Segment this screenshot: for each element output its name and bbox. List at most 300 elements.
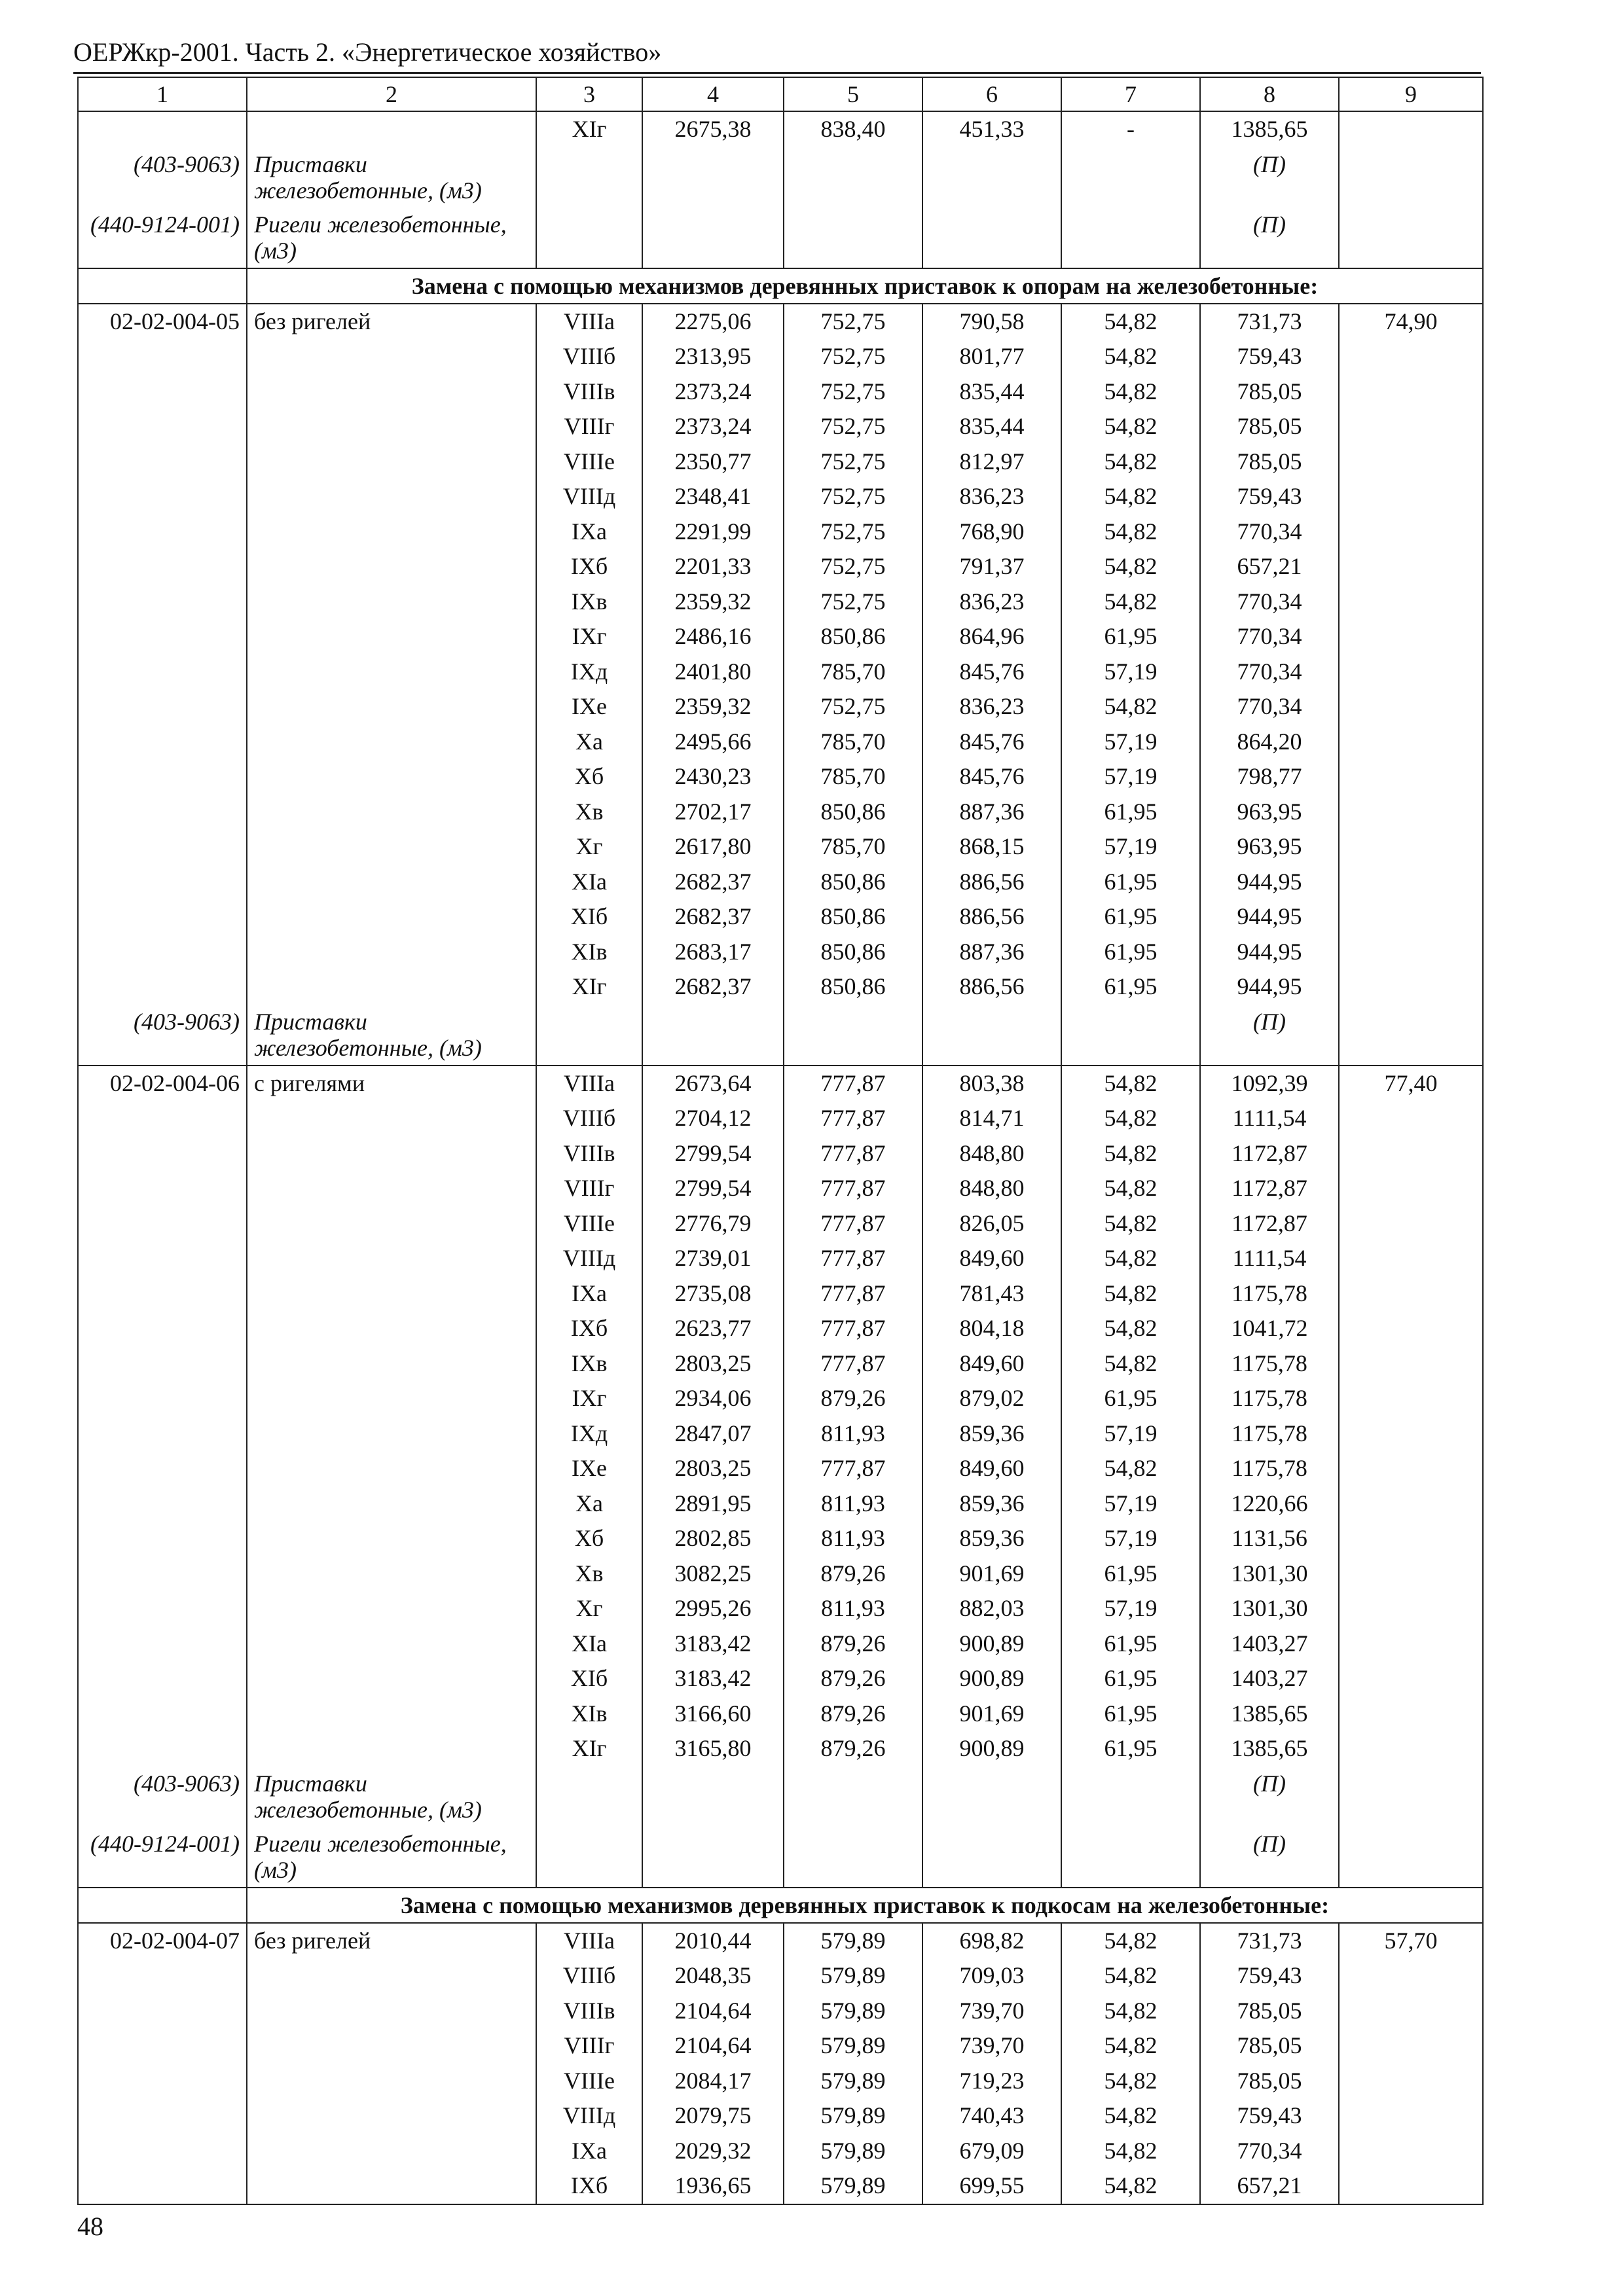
value-cell-col3	[536, 1923, 642, 2204]
value-line: 54,82	[1104, 693, 1158, 719]
value-line: Хв	[575, 1560, 604, 1587]
section-empty	[78, 1888, 247, 1923]
value-line: 814,71	[959, 1105, 1025, 1131]
value-line: IХд	[570, 658, 608, 685]
column-header-row	[78, 77, 1483, 111]
value-line: 791,37	[959, 553, 1025, 579]
value-cell-col8	[1200, 1923, 1339, 2204]
value-line: 2029,32	[674, 2137, 752, 2164]
value-line: 2201,33	[674, 553, 752, 579]
value-line: 850,86	[820, 903, 886, 929]
value-line: 944,95	[1237, 973, 1302, 999]
code-cell	[78, 304, 247, 1066]
value-line: IХа	[572, 518, 607, 545]
col9-cell	[1339, 304, 1483, 1066]
column-header-cell	[642, 77, 784, 111]
value-line: 777,87	[820, 1139, 886, 1166]
value-line: 849,60	[959, 1245, 1025, 1271]
column-header-label: 4	[707, 81, 719, 107]
value-line: 2010,44	[674, 1927, 752, 1954]
value-line: 3183,42	[674, 1630, 752, 1657]
value-line: IХв	[571, 588, 608, 615]
value-line: IХе	[572, 693, 607, 719]
value-line: 752,75	[820, 343, 886, 369]
value-line: 859,36	[959, 1490, 1025, 1516]
value-line: 848,80	[959, 1139, 1025, 1166]
value-line: 57,19	[1104, 1420, 1158, 1446]
value-cell-col5	[784, 1066, 922, 1888]
value-cell-col5	[784, 1923, 922, 2204]
value-cell-col4	[642, 304, 784, 1066]
code-cell	[78, 1066, 247, 1888]
value-line: 54,82	[1104, 1350, 1158, 1376]
value-cell-col3	[536, 304, 642, 1066]
value-line: 2623,77	[674, 1315, 752, 1341]
value-line: 752,75	[820, 448, 886, 475]
value-line: 54,82	[1104, 1175, 1158, 1201]
value-line: 879,26	[820, 1560, 886, 1587]
value-line: 759,43	[1237, 2102, 1302, 2128]
value-line: 54,82	[1104, 518, 1158, 545]
value-line: 579,89	[820, 2172, 886, 2198]
value-line: 868,15	[959, 833, 1025, 859]
value-line: 759,43	[1237, 483, 1302, 509]
section-heading-row	[78, 268, 1483, 304]
value-line: 54,82	[1104, 1069, 1158, 1096]
value-line: 54,82	[1104, 1280, 1158, 1306]
value-line: 2803,25	[674, 1350, 752, 1376]
rate-code: 02-02-004-06	[110, 1069, 240, 1096]
value-line: 879,26	[820, 1665, 886, 1691]
value-line: 2079,75	[674, 2102, 752, 2128]
value-line: 2348,41	[674, 483, 752, 509]
material-code: (403-9063)	[134, 151, 240, 177]
column-header-label: 5	[847, 81, 859, 107]
value-line: 886,56	[959, 868, 1025, 895]
value-line: 61,95	[1104, 1560, 1158, 1587]
value-line: ХIв	[571, 938, 608, 965]
value-line: 61,95	[1104, 938, 1158, 965]
value-line: Хг	[575, 833, 603, 859]
value-line: 54,82	[1104, 343, 1158, 369]
material-name: Ригели железобетонные, (м3)	[254, 1830, 507, 1883]
value-line: 54,82	[1104, 448, 1158, 475]
value-line: 944,95	[1237, 903, 1302, 929]
value-cell-col6	[922, 1066, 1061, 1888]
value-line: 963,95	[1237, 833, 1302, 859]
value-line: 61,95	[1104, 623, 1158, 649]
material-mark: (П)	[1253, 211, 1286, 238]
col9-cell	[1339, 1923, 1483, 2204]
value-line: 54,82	[1104, 2032, 1158, 2058]
value-line: Ха	[575, 1490, 603, 1516]
value-line: 1175,78	[1231, 1420, 1307, 1446]
col9-cell	[1339, 111, 1483, 268]
value-line: 864,20	[1237, 728, 1302, 755]
value-line: 845,76	[959, 658, 1025, 685]
value-line: 768,90	[959, 518, 1025, 545]
value-line: ХIг	[572, 116, 607, 142]
value-line: 836,23	[959, 693, 1025, 719]
column-header-cell	[922, 77, 1061, 111]
value-line: 752,75	[820, 378, 886, 404]
value-line: 1111,54	[1232, 1105, 1307, 1131]
value-line: 777,87	[820, 1105, 886, 1131]
value-line: VIIIд	[562, 483, 616, 509]
value-line: 2799,54	[674, 1175, 752, 1201]
rate-block	[78, 111, 1483, 268]
value-line: 777,87	[820, 1350, 886, 1376]
value-line: 2495,66	[674, 728, 752, 755]
material-name: Приставки железобетонные, (м3)	[254, 1770, 482, 1823]
value-line: 57,19	[1104, 728, 1158, 755]
value-line: 1936,65	[674, 2172, 752, 2198]
value-line: 1172,87	[1231, 1210, 1307, 1236]
value-line: IХб	[570, 1315, 608, 1341]
value-line: 850,86	[820, 623, 886, 649]
value-line: 804,18	[959, 1315, 1025, 1341]
value-line: 2401,80	[674, 658, 752, 685]
value-line: 785,05	[1237, 2067, 1302, 2094]
value-line: Хб	[574, 1525, 604, 1551]
value-line: 61,95	[1104, 973, 1158, 999]
value-line: 54,82	[1104, 1962, 1158, 1988]
value-line: 770,34	[1237, 588, 1302, 615]
value-line: 2847,07	[674, 1420, 752, 1446]
value-line: 709,03	[959, 1962, 1025, 1988]
value-line: 2373,24	[674, 413, 752, 439]
value-line: 2934,06	[674, 1385, 752, 1411]
value-line: 850,86	[820, 798, 886, 825]
value-line: 57,19	[1104, 763, 1158, 789]
value-line: VIIIв	[563, 378, 615, 404]
material-name: Приставки железобетонные, (м3)	[254, 151, 482, 204]
value-line: 61,95	[1104, 903, 1158, 929]
value-line: VIIIг	[564, 413, 615, 439]
value-line: 57,19	[1104, 1595, 1158, 1621]
value-cell-col3	[536, 1066, 642, 1888]
value-cell-col6	[922, 1923, 1061, 2204]
material-mark: (П)	[1253, 1830, 1286, 1857]
value-line: ХIг	[572, 1735, 607, 1761]
value-line: 1172,87	[1231, 1175, 1307, 1201]
rate-code: 02-02-004-05	[110, 308, 240, 334]
value-line: 785,05	[1237, 1997, 1302, 2024]
value-line: 57,19	[1104, 658, 1158, 685]
value-line: 1301,30	[1231, 1560, 1308, 1587]
rate-block	[78, 1066, 1483, 1888]
value-cell-col6	[922, 111, 1061, 268]
value-line: 1301,30	[1231, 1595, 1308, 1621]
value-line: 879,26	[820, 1700, 886, 1727]
material-name: Приставки железобетонные, (м3)	[254, 1008, 482, 1061]
value-line: 2799,54	[674, 1139, 752, 1166]
rates-table	[77, 77, 1484, 2205]
value-line: 54,82	[1104, 2137, 1158, 2164]
value-line: 759,43	[1237, 1962, 1302, 1988]
value-line: 836,23	[959, 588, 1025, 615]
column-header-cell	[247, 77, 536, 111]
value-line: 2776,79	[674, 1210, 752, 1236]
value-cell-col6	[922, 304, 1061, 1066]
value-line: 849,60	[959, 1455, 1025, 1481]
value-line: 812,97	[959, 448, 1025, 475]
value-line: ХIв	[571, 1700, 608, 1727]
value-cell-col7	[1061, 1066, 1200, 1888]
value-line: VIIIв	[563, 1997, 615, 2024]
value-line: 785,70	[820, 658, 886, 685]
value-line: 2313,95	[674, 343, 752, 369]
material-code: (403-9063)	[134, 1008, 240, 1035]
value-line: 2704,12	[674, 1105, 752, 1131]
value-line: 2373,24	[674, 378, 752, 404]
value-line: 451,33	[959, 116, 1025, 142]
material-code: (403-9063)	[134, 1770, 240, 1797]
value-line: 850,86	[820, 973, 886, 999]
value-line: 57,19	[1104, 833, 1158, 859]
column-header-label: 6	[986, 81, 998, 107]
value-line: 826,05	[959, 1210, 1025, 1236]
value-line: Ха	[575, 728, 603, 755]
rate-code: 02-02-004-07	[110, 1927, 240, 1954]
value-line: 61,95	[1104, 1735, 1158, 1761]
value-line: 777,87	[820, 1175, 886, 1201]
value-cell-col4	[642, 1066, 784, 1888]
code-cell	[78, 1923, 247, 2204]
value-line: ХIб	[570, 903, 608, 929]
material-mark: (П)	[1253, 151, 1286, 177]
value-line: 3183,42	[674, 1665, 752, 1691]
header-rule	[73, 72, 1481, 74]
column-header-cell	[78, 77, 247, 111]
code-cell	[78, 111, 247, 268]
value-line: 879,26	[820, 1385, 886, 1411]
value-line: 2683,17	[674, 938, 752, 965]
value-line: 2350,77	[674, 448, 752, 475]
value-line: IХг	[572, 623, 607, 649]
value-line: 848,80	[959, 1175, 1025, 1201]
value-line: 1175,78	[1231, 1455, 1307, 1481]
value-line: 2486,16	[674, 623, 752, 649]
name-cell	[247, 111, 536, 268]
value-line: 785,70	[820, 833, 886, 859]
page-number: 48	[77, 2212, 103, 2241]
value-line: 2359,32	[674, 588, 752, 615]
value-line: 777,87	[820, 1280, 886, 1306]
value-line: IХб	[570, 553, 608, 579]
section-heading-row	[78, 1888, 1483, 1923]
value-line: 2735,08	[674, 1280, 752, 1306]
column-header-cell	[1200, 77, 1339, 111]
value-line: 781,43	[959, 1280, 1025, 1306]
value-line: 879,26	[820, 1630, 886, 1657]
value-line: 770,34	[1237, 2137, 1302, 2164]
value-line: 731,73	[1237, 1927, 1302, 1954]
value-line: 887,36	[959, 798, 1025, 825]
value-line: 811,93	[821, 1595, 885, 1621]
value-line: 54,82	[1104, 588, 1158, 615]
value-line: 54,82	[1104, 308, 1158, 334]
name-cell	[247, 1923, 536, 2204]
value-line: 752,75	[820, 483, 886, 509]
value-line: 739,70	[959, 1997, 1025, 2024]
value-line: 1220,66	[1231, 1490, 1308, 1516]
value-line: 61,95	[1104, 1385, 1158, 1411]
value-line: VIIIа	[564, 1927, 615, 1954]
value-line: 836,23	[959, 483, 1025, 509]
value-line: 2673,64	[674, 1069, 752, 1096]
value-line: 770,34	[1237, 623, 1302, 649]
value-cell-col5	[784, 304, 922, 1066]
rate-block	[78, 304, 1483, 1066]
value-line: 2891,95	[674, 1490, 752, 1516]
value-line: 719,23	[959, 2067, 1025, 2094]
rate-name: с ригелями	[254, 1069, 365, 1096]
value-line: 752,75	[820, 588, 886, 615]
value-line: 1175,78	[1231, 1385, 1307, 1411]
value-line: 54,82	[1104, 1927, 1158, 1954]
value-line: 759,43	[1237, 343, 1302, 369]
value-line: 886,56	[959, 903, 1025, 929]
value-line: 2430,23	[674, 763, 752, 789]
value-line: 3166,60	[674, 1700, 752, 1727]
material-name: Ригели железобетонные, (м3)	[254, 211, 507, 264]
value-cell-col8	[1200, 304, 1339, 1066]
value-line: 752,75	[820, 413, 886, 439]
value-line: IХг	[572, 1385, 607, 1411]
value-line: IХа	[572, 2137, 607, 2164]
value-line: 54,82	[1104, 2067, 1158, 2094]
value-line: Хг	[575, 1595, 603, 1621]
value-line: 777,87	[820, 1315, 886, 1341]
value-line: 785,70	[820, 763, 886, 789]
value-line: 811,93	[821, 1420, 885, 1446]
value-line: VIIIг	[564, 2032, 615, 2058]
column-header-cell	[1061, 77, 1200, 111]
value-line: 2104,64	[674, 2032, 752, 2058]
value-line: 657,21	[1237, 553, 1302, 579]
value-line: VIIIе	[564, 448, 615, 475]
value-line: 849,60	[959, 1350, 1025, 1376]
value-line: 2291,99	[674, 518, 752, 545]
value-line: 579,89	[820, 2067, 886, 2094]
column-header-label: 2	[386, 81, 397, 107]
value-line: 901,69	[959, 1560, 1025, 1587]
value-line: 2995,26	[674, 1595, 752, 1621]
value-line: 777,87	[820, 1245, 886, 1271]
value-line: 699,55	[959, 2172, 1025, 2198]
value-line: 785,05	[1237, 378, 1302, 404]
value-line: 2702,17	[674, 798, 752, 825]
value-line: 900,89	[959, 1735, 1025, 1761]
value-line: 54,82	[1104, 2172, 1158, 2198]
value-line: 54,82	[1104, 1997, 1158, 2024]
value-line: 944,95	[1237, 868, 1302, 895]
value-line: 579,89	[820, 1927, 886, 1954]
value-cell-col5	[784, 111, 922, 268]
value-line: 886,56	[959, 973, 1025, 999]
value-line: ХIа	[572, 868, 607, 895]
value-line: VIIIд	[562, 1245, 616, 1271]
value-line: 1403,27	[1231, 1665, 1308, 1691]
value-line: 859,36	[959, 1525, 1025, 1551]
value-line: 835,44	[959, 378, 1025, 404]
value-line: 901,69	[959, 1700, 1025, 1727]
value-line: 54,82	[1104, 378, 1158, 404]
column-header-cell	[1339, 77, 1483, 111]
value-line: IХа	[572, 1280, 607, 1306]
value-line: 845,76	[959, 728, 1025, 755]
value-line: 785,05	[1237, 413, 1302, 439]
value-line: 61,95	[1104, 1665, 1158, 1691]
page-header: ОЕРЖкр-2001. Часть 2. «Энергетическое хозяйство»	[73, 37, 662, 67]
value-line: 2739,01	[674, 1245, 752, 1271]
name-cell	[247, 1066, 536, 1888]
section-heading: Замена с помощью механизмов деревянных приставок к опорам на железобетонные:	[247, 268, 1483, 304]
value-line: IХб	[570, 2172, 608, 2198]
name-cell	[247, 304, 536, 1066]
value-line: 579,89	[820, 1962, 886, 1988]
value-line: 752,75	[820, 553, 886, 579]
value-line: 2617,80	[674, 833, 752, 859]
value-line: 1111,54	[1232, 1245, 1307, 1271]
value-line: VIIIе	[564, 1210, 615, 1236]
value-line: 2359,32	[674, 693, 752, 719]
value-line: 1403,27	[1231, 1630, 1308, 1657]
value-line: 770,34	[1237, 693, 1302, 719]
value-line: 801,77	[959, 343, 1025, 369]
value-line: 2682,37	[674, 903, 752, 929]
value-line: ХIа	[572, 1630, 607, 1657]
value-line: 752,75	[820, 308, 886, 334]
value-line: 790,58	[959, 308, 1025, 334]
value-line: 679,09	[959, 2137, 1025, 2164]
material-mark: (П)	[1253, 1008, 1286, 1035]
material-code: (440-9124-001)	[90, 211, 240, 238]
column-header-label: 9	[1405, 81, 1417, 107]
value-line: 579,89	[820, 2137, 886, 2164]
value-line: 698,82	[959, 1927, 1025, 1954]
value-line: VIIIе	[564, 2067, 615, 2094]
value-line: 900,89	[959, 1630, 1025, 1657]
value-line: 2275,06	[674, 308, 752, 334]
col9-cell	[1339, 1066, 1483, 1888]
value-line: 835,44	[959, 413, 1025, 439]
value-line: 2048,35	[674, 1962, 752, 1988]
rate-name: без ригелей	[254, 308, 371, 334]
value-cell-col8	[1200, 1066, 1339, 1888]
value-line: 54,82	[1104, 1455, 1158, 1481]
value-line: 887,36	[959, 938, 1025, 965]
value-line: 785,70	[820, 728, 886, 755]
value-line: VIIIг	[564, 1175, 615, 1201]
value-line: Хв	[575, 798, 604, 825]
value-line: 57,19	[1104, 1490, 1158, 1516]
value-line: 2802,85	[674, 1525, 752, 1551]
value-line: 777,87	[820, 1455, 886, 1481]
value-line: 54,82	[1104, 2102, 1158, 2128]
value-line: 61,95	[1104, 1630, 1158, 1657]
value-line: 54,82	[1104, 553, 1158, 579]
value-line: VIIIб	[562, 343, 616, 369]
value-line: IХд	[570, 1420, 608, 1446]
section-empty	[78, 268, 247, 304]
value-line: 2682,37	[674, 973, 752, 999]
value-line: 54,82	[1104, 1245, 1158, 1271]
value-line: VIIIа	[564, 308, 615, 334]
value-cell-col4	[642, 111, 784, 268]
value-line: 1385,65	[1231, 1700, 1308, 1727]
